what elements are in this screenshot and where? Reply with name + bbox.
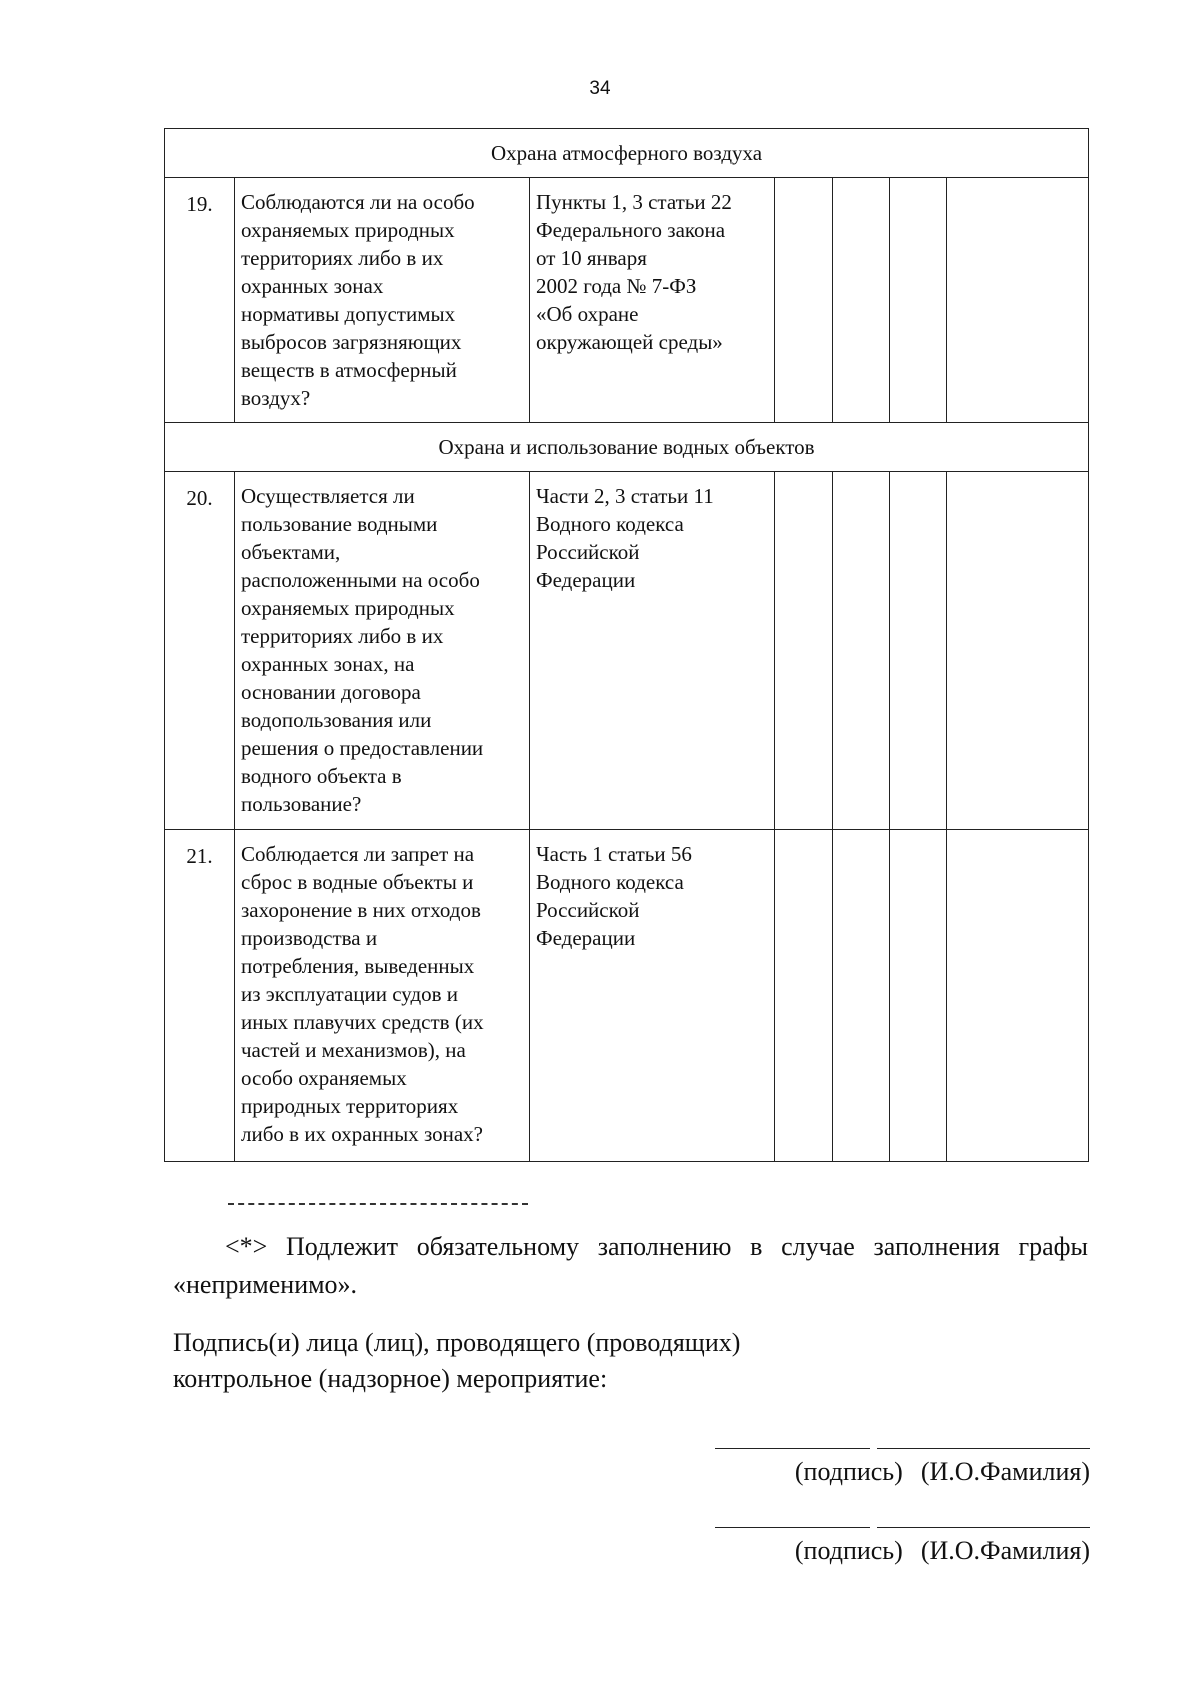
signature-title-line: Подпись(и) лица (лиц), проводящего (проводящих) [173, 1328, 741, 1357]
answer-cell-yes[interactable] [775, 830, 833, 1162]
question-line: пользование водными [241, 512, 438, 536]
question-line: захоронение в них отходов [241, 898, 481, 922]
question-line: веществ в атмосферный [241, 358, 457, 382]
reference-line: от 10 января [536, 246, 647, 270]
row-question [235, 830, 530, 1162]
row-reference [530, 178, 775, 423]
answer-cell-na[interactable] [890, 472, 947, 830]
answer-cell-na[interactable] [890, 178, 947, 423]
signature-title [173, 1325, 873, 1397]
signature-label: (подпись) [794, 1536, 903, 1565]
reference-line: Российской [536, 540, 640, 564]
question-line: Осуществляется ли [241, 484, 415, 508]
question-line: природных территориях [241, 1094, 459, 1118]
signature-block [715, 1527, 1090, 1567]
section-header-row [165, 129, 1089, 178]
question-line: основании договора [241, 680, 421, 704]
reference-line: Часть 1 статьи 56 [536, 842, 692, 866]
signature-block [715, 1448, 1090, 1488]
question-line: либо в их охранных зонах? [241, 1122, 483, 1146]
section-title: Охрана атмосферного воздуха [165, 129, 1089, 178]
reference-line: окружающей среды» [536, 330, 723, 354]
name-line[interactable] [877, 1448, 1090, 1449]
reference-line: Федерального закона [536, 218, 726, 242]
question-line: особо охраняемых [241, 1066, 407, 1090]
question-line: расположенными на особо [241, 568, 480, 592]
question-line: производства и [241, 926, 378, 950]
table-row [165, 830, 1089, 1162]
question-line: пользование? [241, 792, 362, 816]
reference-line: Федерации [536, 926, 636, 950]
table-row [165, 472, 1089, 830]
note-cell[interactable] [947, 472, 1089, 830]
question-line: нормативы допустимых [241, 302, 456, 326]
answer-cell-yes[interactable] [775, 472, 833, 830]
reference-line: Части 2, 3 статьи 11 [536, 484, 714, 508]
question-line: из эксплуатации судов и [241, 982, 459, 1006]
question-line: Соблюдаются ли на особо [241, 190, 475, 214]
footnote-text: <*> Подлежит обязательному заполнению в случае заполнения графы «неприменимо». [173, 1232, 1088, 1299]
reference-line: Российской [536, 898, 640, 922]
reference-line: Водного кодекса [536, 512, 684, 536]
signature-line[interactable] [715, 1448, 870, 1449]
question-line: частей и механизмов), на [241, 1038, 466, 1062]
signature-title-line: контрольное (надзорное) мероприятие: [173, 1364, 608, 1393]
row-question [235, 472, 530, 830]
note-cell[interactable] [947, 178, 1089, 423]
row-question [235, 178, 530, 423]
page-number: 34 [589, 78, 611, 99]
row-reference [530, 472, 775, 830]
question-line: охранных зонах [241, 274, 384, 298]
question-line: потребления, выведенных [241, 954, 475, 978]
name-line[interactable] [877, 1527, 1090, 1528]
question-line: территориях либо в их [241, 624, 444, 648]
row-number: 21. [165, 830, 235, 1162]
question-line: воздух? [241, 386, 311, 410]
question-line: решения о предоставлении [241, 736, 484, 760]
checklist-table [164, 128, 1089, 1162]
reference-line: «Об охране [536, 302, 639, 326]
reference-line: Федерации [536, 568, 636, 592]
reference-line: Пункты 1, 3 статьи 22 [536, 190, 732, 214]
signature-line[interactable] [715, 1527, 870, 1528]
answer-cell-no[interactable] [833, 830, 890, 1162]
question-line: водопользования или [241, 708, 432, 732]
question-line: охранных зонах, на [241, 652, 415, 676]
footnote-divider [228, 1203, 528, 1205]
signature-label: (подпись) [794, 1457, 903, 1486]
question-line: территориях либо в их [241, 246, 444, 270]
table-row [165, 178, 1089, 423]
question-line: объектами, [241, 540, 341, 564]
question-line: сброс в водные объекты и [241, 870, 474, 894]
answer-cell-na[interactable] [890, 830, 947, 1162]
name-label: (И.О.Фамилия) [920, 1536, 1090, 1565]
row-reference [530, 830, 775, 1162]
question-line: Соблюдается ли запрет на [241, 842, 475, 866]
answer-cell-no[interactable] [833, 472, 890, 830]
reference-line: Водного кодекса [536, 870, 684, 894]
question-line: иных плавучих средств (их [241, 1010, 484, 1034]
name-label: (И.О.Фамилия) [920, 1457, 1090, 1486]
reference-line: 2002 года № 7-ФЗ [536, 274, 697, 298]
question-line: водного объекта в [241, 764, 402, 788]
question-line: охраняемых природных [241, 596, 455, 620]
section-title: Охрана и использование водных объектов [165, 423, 1089, 472]
note-cell[interactable] [947, 830, 1089, 1162]
section-header-row [165, 423, 1089, 472]
question-line: охраняемых природных [241, 218, 455, 242]
row-number: 20. [165, 472, 235, 830]
answer-cell-yes[interactable] [775, 178, 833, 423]
answer-cell-no[interactable] [833, 178, 890, 423]
question-line: выбросов загрязняющих [241, 330, 462, 354]
row-number: 19. [165, 178, 235, 423]
